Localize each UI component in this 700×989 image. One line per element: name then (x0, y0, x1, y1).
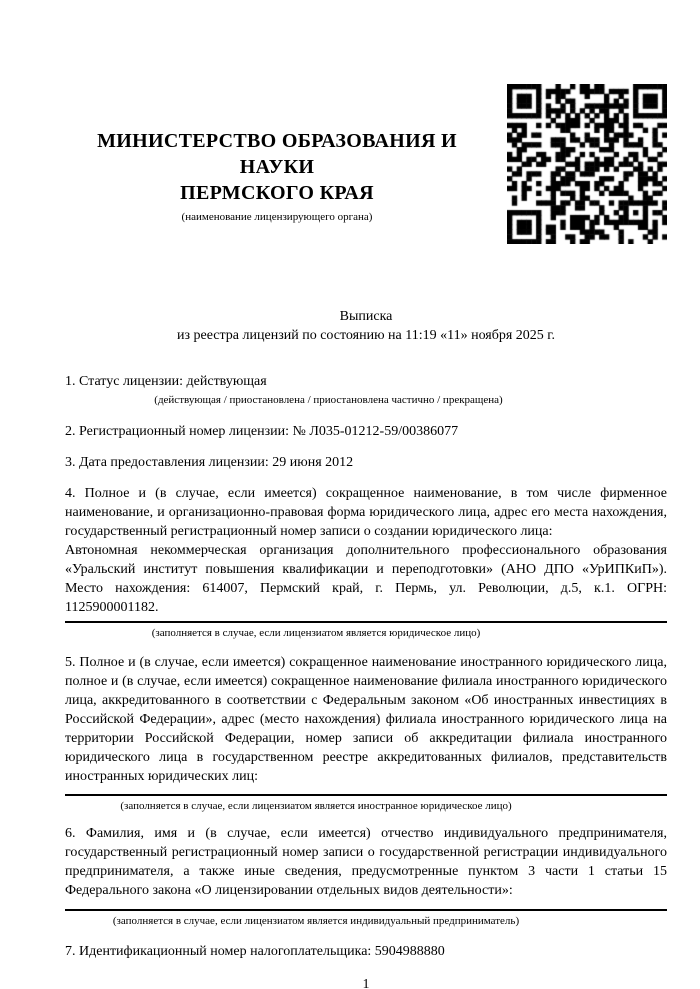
page-number: 1 (362, 977, 370, 989)
ministry-name-line2: ПЕРМСКОГО КРАЯ (180, 182, 374, 204)
item-1-license-status: 1. Статус лицензии: действующая (65, 374, 267, 389)
qr-code-icon (507, 84, 667, 244)
item-4-legal-entity-question: 4. Полное и (в случае, если имеется) сокращенное наименование, в том числе фирменное наименование, и организационно-правовая форма юридического лица, адрес его места нахождения, государственный регистрационный номер записи о создании юридического лица: (65, 486, 667, 539)
item-6-entrepreneur-question: 6. Фамилия, имя и (в случае, если имеется) отчество индивидуального предпринимателя, государственный регистрационный номер записи о государственной регистрации индивидуального предпринимателя, а также иные сведения, предусмотренные пунктом 3 части 1 статьи 15 Федерального закона «О лицензировании отдельных видов деятельности»: (65, 826, 667, 898)
licensing-authority-caption: (наименование лицензирующего органа) (181, 211, 373, 223)
item-5-foreign-entity-question: 5. Полное и (в случае, если имеется) сокращенное наименование иностранного юридического лица, полное и (в случае, если имеется) сокращенное наименование филиала иностранного юридического лица, аккредитованного в соответствии с Федеральным законом «Об иностранных инвестициях в Российской Федерации», адрес (место нахождения) филиала иностранного юридического лица на территории Российской Федерации, номер записи об аккредитации филиала иностранного юридического лица в государственном реестре аккредитованных филиалов, представительств иностранных юридических лиц: (65, 655, 667, 784)
item-2-registration-number: 2. Регистрационный номер лицензии: № Л035-01212-59/00386077 (65, 424, 459, 439)
item-7-taxpayer-id: 7. Идентификационный номер налогоплательщика: 5904988880 (65, 944, 445, 959)
item-4-legal-entity-answer: Автономная некоммерческая организация дополнительного профессионального образования «Уральский институт повышения квалификации и переподготовки» (АНО ДПО «УрИПКиП»). Место нахождения: 614007, Пермский край, г. Пермь, ул. Революции, д.5, к.1. ОГРН: 1125900001182. (65, 543, 667, 615)
item-6-blank-answer-line (65, 909, 667, 911)
ministry-name-line1: МИНИСТЕРСТВО ОБРАЗОВАНИЯ И НАУКИ (97, 130, 457, 178)
document-header (65, 84, 667, 244)
document-title (65, 307, 667, 345)
item-3-license-grant-date: 3. Дата предоставления лицензии: 29 июня 2012 (65, 455, 354, 470)
item-5-blank-answer-line (65, 794, 667, 796)
item-4-caption: (заполняется в случае, если лицензиатом является юридическое лицо) (151, 627, 481, 639)
document-title-line2: из реестра лицензий по состоянию на 11:19 «11» ноября 2025 г. (177, 328, 555, 343)
item-1-status-options-caption: (действующая / приостановлена / приостановлена частично / прекращена) (154, 394, 503, 406)
document-title-line1: Выписка (339, 309, 393, 324)
item-6-caption: (заполняется в случае, если лицензиатом является индивидуальный предприниматель) (112, 915, 520, 927)
item-5-caption: (заполняется в случае, если лицензиатом является иностранное юридическое лицо) (120, 800, 512, 812)
licensing-authority-block (65, 84, 507, 224)
item-4-separator-line (65, 621, 667, 623)
